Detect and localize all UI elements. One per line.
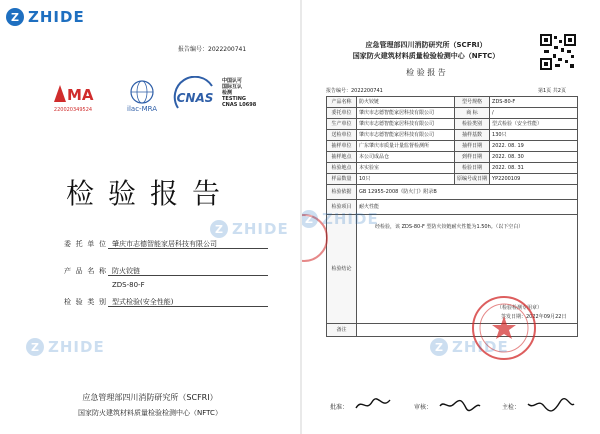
cell-value: 2022. 08. 31 xyxy=(490,163,578,174)
category-underline xyxy=(108,306,268,307)
cell-value: 型式检验（安全性能） xyxy=(490,119,578,130)
cell-label: 检验日期 xyxy=(455,163,490,174)
watermark-mark-icon-3: Z xyxy=(302,210,318,228)
cell-value: 肇庆市志德智能家居科技有限公司 xyxy=(357,108,455,119)
cell-label: 抽样地点 xyxy=(327,152,357,163)
table-row xyxy=(327,130,578,141)
cell-label: 到样日期 xyxy=(455,152,490,163)
remark-value xyxy=(357,324,578,337)
cnas-cn-2: 国际互认 xyxy=(222,84,243,90)
approve-label: 批准： xyxy=(330,404,349,411)
report-number-right: 报告编号：2022200741 xyxy=(326,88,383,94)
watermark-mark-icon-4: Z xyxy=(430,338,448,356)
cell-label: 型号规格 xyxy=(455,97,490,108)
cnas-cn-3: 检测 xyxy=(222,90,233,96)
conclusion-text: 经检验，该 ZDS-80-F 型防火铰链耐火性能为1.50h。（以下空白） xyxy=(375,224,524,230)
center-name: 国家防火建筑材料质量检验检测中心（NFTC） xyxy=(78,409,222,417)
cell-label: 产品名称 xyxy=(327,97,357,108)
cell-label: 抽样日期 xyxy=(455,141,490,152)
cell-value: 肇庆市志德智能家居科技有限公司 xyxy=(357,119,455,130)
cell-value: 本实验室 xyxy=(357,163,455,174)
client-underline xyxy=(108,248,268,249)
cell-value: ZDS-80-F xyxy=(490,97,578,108)
cell-label: 原编号或日期 xyxy=(455,174,490,185)
cnas-icon xyxy=(172,76,218,112)
table-row xyxy=(327,185,578,200)
table-row xyxy=(327,141,578,152)
product-value: 防火铰链 xyxy=(112,267,140,275)
cell-label: 样品数量 xyxy=(327,174,357,185)
conclusion-label: 检验结论 xyxy=(327,215,357,324)
ilac-mra-logo xyxy=(118,78,166,114)
table-row xyxy=(327,324,578,337)
page-number: 第1页 共2页 xyxy=(538,88,566,94)
reviewer-signature xyxy=(438,396,482,418)
watermark-mark-icon: Z xyxy=(210,220,228,238)
center-heading: 国家防火建筑材料质量检验检测中心（NFTC） xyxy=(352,52,500,60)
watermark-brand-3 xyxy=(302,210,379,228)
report-title: 检验报告 xyxy=(65,177,234,210)
cell-value: 10只 xyxy=(357,174,455,185)
table-row xyxy=(327,119,578,130)
cell-value: YP2200109 xyxy=(490,174,578,185)
cell-value: 广东肇庆市质量计量监督检测所 xyxy=(357,141,455,152)
remark-label: 备注 xyxy=(327,324,357,337)
category-label: 检验类别 xyxy=(64,298,106,306)
cma-icon xyxy=(50,82,96,104)
ilac-logo-text: ilac-MRA xyxy=(127,105,157,113)
client-value: 肇庆市志德智能家居科技有限公司 xyxy=(112,240,217,248)
cell-label: 抽样基数 xyxy=(455,130,490,141)
cell-value: 2022. 08. 30 xyxy=(490,152,578,163)
watermark-name-4: ZHIDE xyxy=(452,338,509,356)
cell-value: 肇庆市志德智能家居科技有限公司 xyxy=(357,130,455,141)
conclusion-cell xyxy=(357,215,578,324)
report-number: 报告编号：2022200741 xyxy=(178,46,247,53)
model-value: ZDS-80-F xyxy=(112,281,145,289)
institute-name: 应急管理部四川消防研究所（SCFRI） xyxy=(82,393,218,402)
cell-value: 130只 xyxy=(490,130,578,141)
cell-label: 检验地点 xyxy=(327,163,357,174)
watermark-name-2: ZHIDE xyxy=(48,338,105,356)
watermark-name-3: ZHIDE xyxy=(322,210,379,228)
cnas-logo-text: CNAS xyxy=(176,91,214,105)
basis-value: GB 12955-2008《防火门》附录B xyxy=(357,185,578,200)
watermark-brand xyxy=(210,220,289,238)
cell-value: 本公司成品仓 xyxy=(357,152,455,163)
table-row xyxy=(327,152,578,163)
category-value: 型式检验(安全性能) xyxy=(112,298,174,306)
tester-signature xyxy=(526,396,576,418)
cma-logo xyxy=(50,82,96,113)
stamp-caption: （检验检测专用章） xyxy=(497,305,543,311)
sign-date: 签发日期：2022年09月22日 xyxy=(501,314,567,320)
cma-logo-text: MA xyxy=(67,86,94,104)
cell-label: 商 标 xyxy=(455,108,490,119)
institute-heading: 应急管理部四川消防研究所（SCFRI） xyxy=(365,41,487,49)
review-label: 审核： xyxy=(414,404,433,411)
cell-value: 2022. 08. 19 xyxy=(490,141,578,152)
table-row xyxy=(327,174,578,185)
table-row xyxy=(327,163,578,174)
table-row xyxy=(327,97,578,108)
table-row xyxy=(327,215,578,324)
product-label: 产品名称 xyxy=(64,267,106,275)
cma-code: 220020349524 xyxy=(53,107,93,113)
client-label: 委托单位 xyxy=(64,240,106,248)
watermark-name: ZHIDE xyxy=(232,220,289,238)
product-underline xyxy=(108,275,268,276)
watermark-brand-2 xyxy=(26,338,105,356)
main-tester-label: 主检： xyxy=(502,404,521,411)
brand-logo xyxy=(6,8,85,26)
watermark-mark-icon-2: Z xyxy=(26,338,44,356)
cell-label: 生产单位 xyxy=(327,119,357,130)
item-label: 检验项目 xyxy=(327,200,357,215)
basis-label: 检验依据 xyxy=(327,185,357,200)
ilac-globe-icon xyxy=(118,78,166,114)
cell-label: 检验类别 xyxy=(455,119,490,130)
brand-mark-icon: Z xyxy=(6,8,24,26)
cell-label: 抽样单位 xyxy=(327,141,357,152)
approver-signature xyxy=(354,396,394,418)
cell-value: 防火铰链 xyxy=(357,97,455,108)
watermark-brand-4 xyxy=(430,338,509,356)
table-row xyxy=(327,108,578,119)
cell-value: / xyxy=(490,108,578,119)
report-title-small: 检 验 报 告 xyxy=(406,68,446,77)
cnas-number: CNAS L0698 xyxy=(222,102,257,108)
cell-label: 送检单位 xyxy=(327,130,357,141)
qr-code-icon xyxy=(540,34,576,70)
cnas-caption xyxy=(222,78,256,108)
item-value: 耐火性能 xyxy=(357,200,578,215)
report-page xyxy=(302,0,600,434)
cell-label: 委托单位 xyxy=(327,108,357,119)
brand-name: ZHIDE xyxy=(28,8,85,26)
cnas-logo xyxy=(172,76,218,112)
cnas-testing: TESTING xyxy=(222,96,246,102)
cnas-cn-1: 中国认可 xyxy=(222,78,243,84)
